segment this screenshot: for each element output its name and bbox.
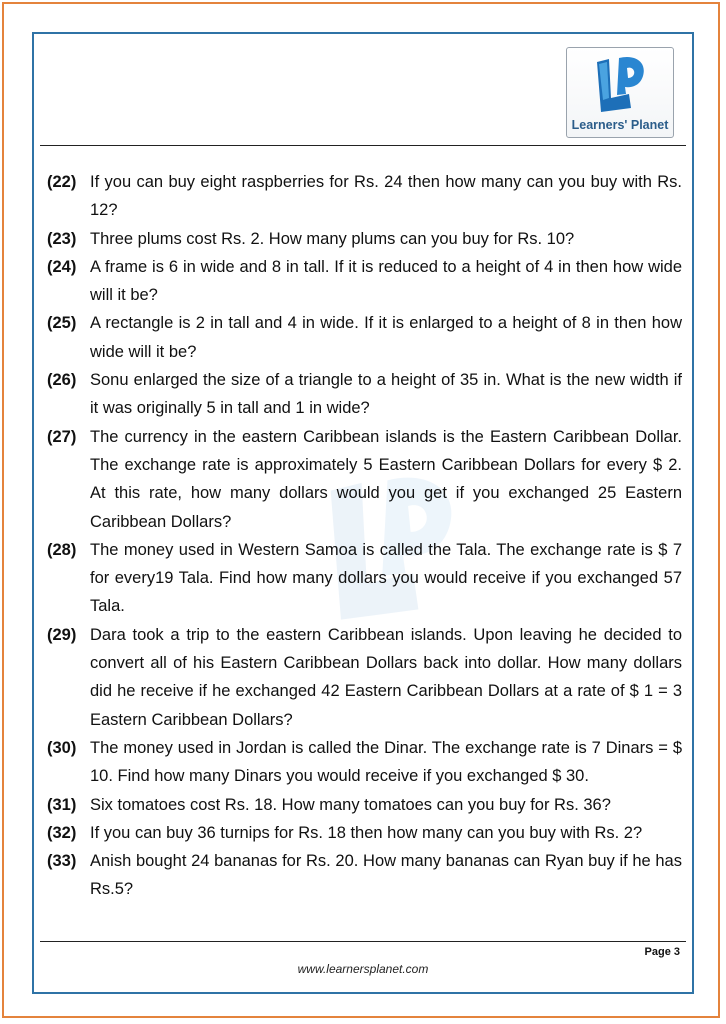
question-item (47, 791, 682, 819)
question-item (47, 168, 682, 225)
question-text: Six tomatoes cost Rs. 18. How many tomatoes can you buy for Rs. 36? (90, 795, 611, 814)
question-number: (26) (47, 371, 77, 390)
question-item (47, 366, 682, 423)
question-number: (22) (47, 173, 77, 191)
question-number: (25) (47, 314, 77, 333)
question-item (47, 536, 682, 621)
logo-text: Learners' Planet (571, 118, 669, 132)
question-item (47, 253, 682, 310)
question-text: A rectangle is 2 in tall and 4 in wide. If it is enlarged to a height of 8 in then how wide will it be? (90, 314, 682, 361)
question-item (47, 621, 682, 734)
question-text: The money used in Jordan is called the Dinar. The exchange rate is 7 Dinars = $ 10. Find how many Dinars you would receive if you exchanged $ 30. (90, 738, 682, 786)
footer-divider (40, 941, 686, 942)
question-text: A frame is 6 in wide and 8 in tall. If it is reduced to a height of 4 in then how wide will it be? (90, 257, 682, 305)
question-item (47, 734, 682, 791)
question-number: (32) (47, 823, 77, 842)
question-text: Sonu enlarged the size of a triangle to a height of 35 in. What is the new width if it was originally 5 in tall and 1 in wide? (90, 371, 682, 418)
question-item (47, 423, 682, 536)
question-item (47, 819, 682, 847)
lp-logo-icon (589, 54, 651, 116)
question-number: (27) (47, 427, 77, 446)
question-list (47, 168, 682, 904)
question-text: The money used in Western Samoa is called the Tala. The exchange rate is $ 7 for every19 Tala. Find how many dollars you would receive if you exchanged 57 Tala. (90, 540, 682, 616)
question-text: The currency in the eastern Caribbean islands is the Eastern Caribbean Dollar. The exchange rate is approximately 5 Eastern Caribbean Dollars for every $ 2. At this rate, how many dollars would you get if you exchanged 25 Eastern Caribbean Dollars? (90, 427, 682, 531)
question-number: (24) (47, 257, 77, 276)
question-text: If you can buy 36 turnips for Rs. 18 then how many can you buy with Rs. 2? (90, 823, 643, 842)
question-item (47, 309, 682, 366)
question-text: Dara took a trip to the eastern Caribbean islands. Upon leaving he decided to convert all of his Eastern Caribbean Dollars back into dollar. How many dollars did he receive if he exchanged 42 Eastern Caribbean Dollars at a rate of $ 1 = 3 Eastern Caribbean Dollars? (90, 625, 682, 729)
question-text: If you can buy eight raspberries for Rs. 24 then how many can you buy with Rs. 12? (90, 173, 682, 220)
website-link[interactable]: www.learnersplanet.com (297, 962, 429, 976)
header-divider (40, 145, 686, 146)
question-item (47, 225, 682, 253)
question-text: Three plums cost Rs. 2. How many plums can you buy for Rs. 10? (90, 229, 575, 248)
question-number: (30) (47, 738, 77, 757)
question-number: (33) (47, 852, 77, 871)
question-number: (28) (47, 540, 77, 559)
page-number: Page 3 (644, 946, 680, 958)
question-text: Anish bought 24 bananas for Rs. 20. How many bananas can Ryan buy if he has Rs.5? (90, 852, 682, 899)
question-number: (23) (47, 229, 77, 248)
question-number: (29) (47, 625, 77, 644)
question-item (47, 847, 682, 904)
learners-planet-logo (566, 47, 674, 138)
question-number: (31) (47, 795, 77, 814)
